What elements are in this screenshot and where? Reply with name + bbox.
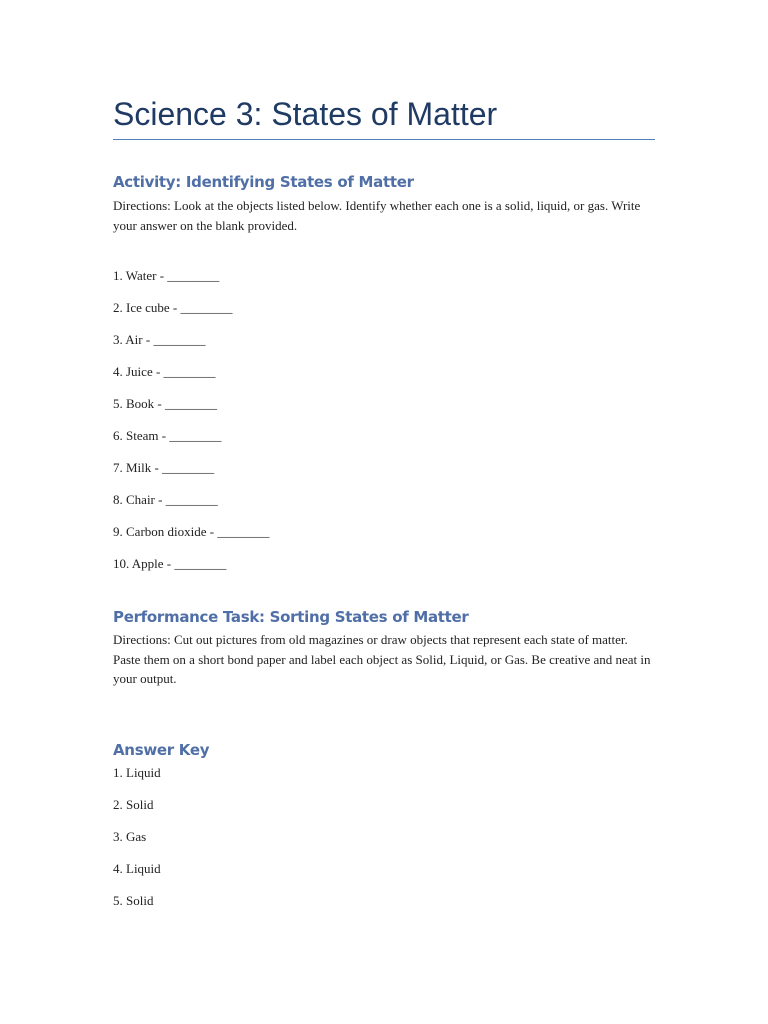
title-underline-rule xyxy=(113,139,655,140)
activity-item: 5. Book - ________ xyxy=(113,396,217,411)
answer-key-item: 2. Solid xyxy=(113,797,154,812)
activity-item: 3. Air - ________ xyxy=(113,332,206,347)
answer-key-item: 3. Gas xyxy=(113,829,147,844)
answer-key-item: 1. Liquid xyxy=(113,765,161,780)
performance-task-directions: Directions: Cut out pictures from old magazines or draw objects that represent each state of matter. Paste them on a short bond paper and label each object as Solid, Liquid, or Gas. Be creative and neat in your output. xyxy=(113,632,651,686)
performance-task-heading: Performance Task: Sorting States of Matter xyxy=(113,608,469,626)
activity-directions: Directions: Look at the objects listed below. Identify whether each one is a solid, liquid, or gas. Write your answer on the blank provided. xyxy=(113,198,641,233)
answer-key-item: 4. Liquid xyxy=(113,861,161,876)
activity-item: 1. Water - ________ xyxy=(113,268,220,283)
activity-item: 8. Chair - ________ xyxy=(113,492,218,507)
activity-item: 6. Steam - ________ xyxy=(113,428,222,443)
activity-item: 9. Carbon dioxide - ________ xyxy=(113,524,270,539)
document-title: Science 3: States of Matter xyxy=(113,96,498,132)
activity-item: 2. Ice cube - ________ xyxy=(113,300,233,315)
activity-heading: Activity: Identifying States of Matter xyxy=(113,173,414,191)
activity-item: 7. Milk - ________ xyxy=(113,460,215,475)
activity-item: 10. Apple - ________ xyxy=(113,556,227,571)
activity-item: 4. Juice - ________ xyxy=(113,364,216,379)
answer-key-item: 5. Solid xyxy=(113,893,154,908)
answer-key-heading: Answer Key xyxy=(113,741,210,759)
